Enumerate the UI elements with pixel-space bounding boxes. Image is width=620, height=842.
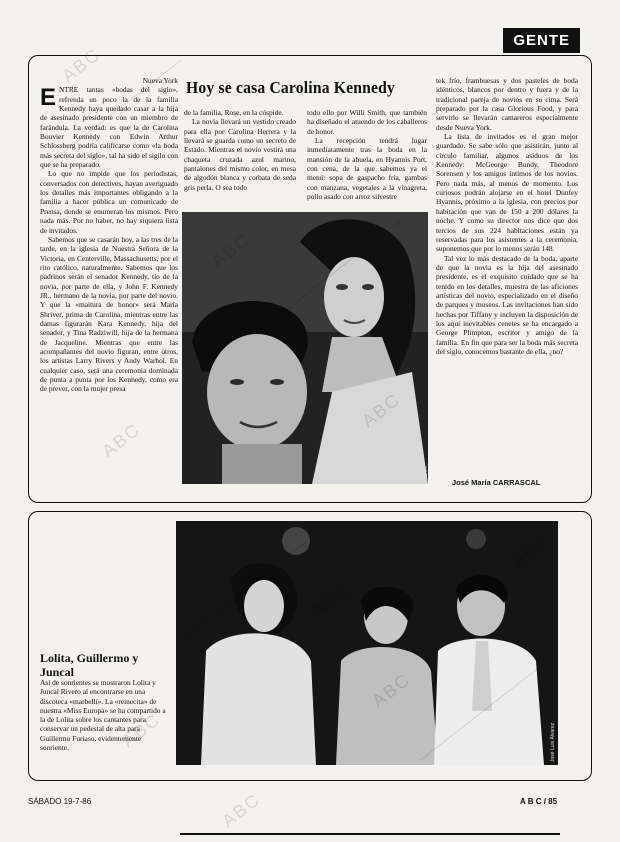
article-paragraph: La lista de invitados es el gran mejor guardado. Se sabe sólo que asistirán, junto al círculo familiar, algunos asiduos de los Kennedy: McGeorge Bundy, Theodore Sorensen y los amigos íntimos de los novios. Pero nada más, al menos de momento. Los curiosos podrán alojarse en el hotel Dunfey Hyannis, próximo a la iglesia, con precios por habitación que van de 150 a 200 dólares la noche. Y como su director nos dice que dos tercios de sus 224 habitaciones están ya reservadas para los asistentes a la ceremonia, suponemos que por lo menos serán 148.: [436, 132, 578, 254]
article-paragraph: La novia llevará un vestido creado para ella por Carolina Herrera y la llevará se guarda como un secreto de Estado. Mientras el novio vestirá una chaqueta cruzada azul marino, pantalones del mismo color, en mesa de algodón blanca y corbata de seda gris perla. O sea todo: [184, 117, 296, 192]
abc-watermark: ABC: [58, 43, 105, 87]
article-dateline: Nueva York: [142, 76, 178, 85]
feature-photo-credit: José Luis Álvarez: [550, 722, 556, 762]
section-tag: GENTE: [503, 28, 580, 53]
nightclub-photo-image: [176, 521, 558, 765]
article-paragraph: La recepción tendrá lugar inmediatamente tras la boda en la mansión de la abuela, en Hyannis Port, con cena, de la que sabemos ya el menú: sopa de gaspacho fría, gambas con manzana, vegetales a la vinagreta, pollo asado con arroz silvestre: [307, 136, 427, 202]
photo-credit: Sanfix: [423, 466, 429, 480]
article-paragraph: todo ello por Willi Smith, que también ha diseñado el atuendo de los caballeros de honor.: [307, 108, 427, 136]
article-paragraph: de la familia, Rose, en la cúspide.: [184, 108, 284, 117]
couple-photo: [182, 212, 428, 484]
abc-watermark: ABC: [118, 708, 165, 752]
article-paragraph: Sabemos que se casarán hoy, a las tres de la tarde, en la iglesia de Nuestra Señora de la Victoria, en Centerville, Massachusetts, por el rito católico, naturalmente. Sabemos que los padrinos serán el senador Kennedy, tío de la novia, por parte de ella, y John F. Kennedy JR., hermano de la novia, por parte del novio. Y que la «maitura de honor» será María Shriver, prima de Carolina, mientras entre las damas figurarán Kara Kennedy, hija del senador, y Tina Radziwill, hija de la hermana de Jacqueline. Mientras que entre las acompañantes del novio figuran, entre otros, los artistas Larry Rivers y Andy Warhol. En cualquier caso, será una ceremonia dominada de punta a punta por los Kennedy, como era de prever, con la mujer presa: [40, 234, 178, 394]
couple-photo-image: [182, 212, 428, 484]
feature-caption: Así de sonrientes se mostraron Lolita y Juncal Rivero al encontrarse en una discoteca «marbellí». La «reinecita» de nuestra «Miss Europa» se ha compartido a la de Lolita sobre los cantantes para conservar un pedestal de alta para Guillermo Furiaso, evidentemente sonriente.: [40, 678, 166, 753]
drop-cap: E: [40, 84, 57, 112]
abc-watermark: ABC: [218, 788, 265, 832]
footer-date: SÁBADO 19-7-86: [28, 797, 92, 806]
article-paragraph: tek frío, frambuesas y dos pasteles de boda idénticos, blancos por dentro y fuera y de la tradicional pareja de novios en su cima. Será preparado por la casa Glorious Food, y para servirlo se llevarán camareros especialmente desde Nueva York.: [436, 76, 578, 132]
feature-title: Lolita, Guillermo y Juncal: [40, 651, 139, 679]
article-column-3: [307, 108, 427, 208]
article-paragraph: Lo que no impide que los periodistas, conversados con detectives, hayan averiguado los detalles más importantes obligando a la familia a hacer pública un comunicado de Prensa, donde se enumeran los mismos. Pero nada más. Por no haber, no hay siquiera lista de invitados.: [40, 169, 178, 235]
page-number: A B C / 85: [520, 797, 558, 806]
nightclub-photo: [176, 521, 558, 765]
article-column-4: [436, 76, 578, 468]
article-paragraph: NTRE tantas «bodas del siglo», refrenda un poco la de la familia Kennedy haya quedado casar a la hija de asesinado presidente con un miembro de farándula. La verdad: es que la de Carolina Bouvier Kennedy con Edwin Arthur Schlossberg podría calificarse como «la boda más secreta del siglo», tal ha sido el sigilo con que se ha preparado.: [40, 85, 178, 170]
bottom-rule: [180, 833, 560, 835]
article-paragraph: Tal vez lo más destacado de la boda, aparte de que la novia es la hija del asesinado presidente, es el exquisito cuidado que se ha tenido en los detalles, muestra de las aficiones artísticas del novio, especializado en el diseño de parques y museos. Las invitaciones han sido hechas por Tiffany y incluyen la disposición de los aquí inevitables cenetes se ha encargado a George Plimpton, escritor y amigo de la familia. En fin que para ser la boda más secreta del siglo, conocemos bastante de ella, ¿no?: [436, 253, 578, 356]
article-column-1: [40, 76, 178, 483]
abc-watermark: ABC: [98, 418, 145, 462]
article-column-2: [184, 108, 296, 208]
article-headline: Hoy se casa Carolina Kennedy: [186, 78, 396, 97]
article-byline: José María CARRASCAL: [452, 478, 541, 487]
